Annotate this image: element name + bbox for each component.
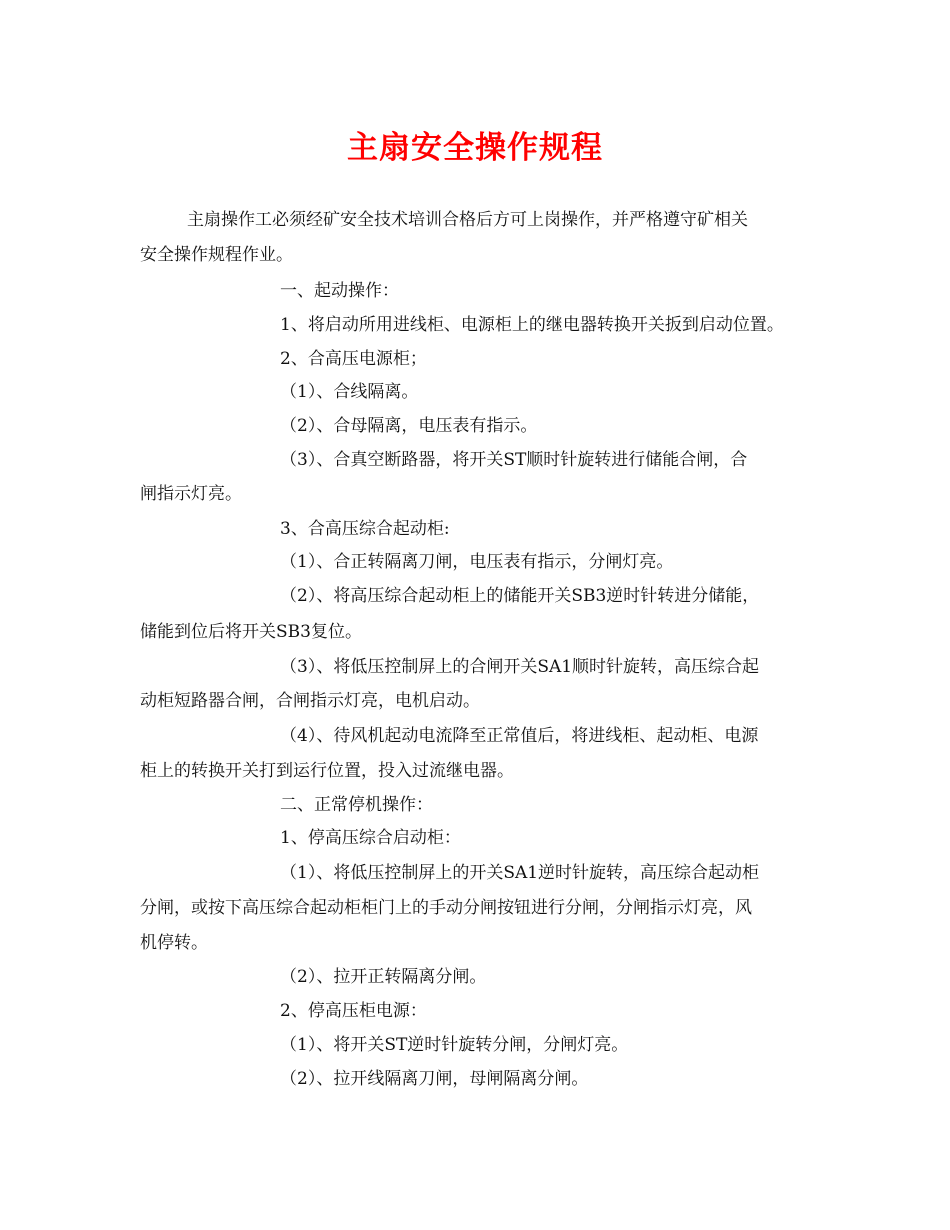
section-heading-start: 一、起动操作：	[280, 281, 399, 301]
intro-line-1: 主扇操作工必须经矿安全技术培训合格后方可上岗操作，并严格遵守矿相关	[187, 210, 748, 230]
step-3-2-cont: 储能到位后将开关SB3复位。	[140, 622, 362, 642]
stop-step-2-2: （2）、拉开线隔离刀闸，母闸隔离分闸。	[280, 1069, 589, 1089]
step-2-2: （2）、合母隔离，电压表有指示。	[280, 416, 538, 436]
step-2: 2、合高压电源柜；	[280, 349, 427, 369]
document-title: 主扇安全操作规程	[347, 130, 603, 166]
stop-step-1-1: （1）、将低压控制屏上的开关SA1逆时针旋转，高压综合起动柜	[280, 863, 760, 883]
stop-step-1-1-cont: 分闸，或按下高压综合起动柜柜门上的手动分闸按钮进行分闸，分闸指示灯亮，风	[140, 898, 752, 918]
step-3-1: （1）、合正转隔离刀闸，电压表有指示，分闸灯亮。	[280, 552, 674, 572]
step-3: 3、合高压综合起动柜:	[280, 519, 450, 539]
stop-step-1: 1、停高压综合启动柜：	[280, 828, 461, 848]
stop-step-1-2: （2）、拉开正转隔离分闸。	[280, 967, 487, 987]
step-3-4: （4）、待风机起动电流降至正常值后，将进线柜、起动柜、电源	[280, 726, 759, 746]
step-3-3: （3）、将低压控制屏上的合闸开关SA1顺时针旋转，高压综合起	[280, 657, 760, 677]
step-2-3: （3）、合真空断路器，将开关ST顺时针旋转进行储能合闸，合	[280, 450, 748, 470]
stop-step-1-1-cont-2: 机停转。	[140, 933, 208, 953]
intro-line-2: 安全操作规程作业。	[140, 245, 293, 265]
step-3-4-cont: 柜上的转换开关打到运行位置，投入过流继电器。	[140, 761, 514, 781]
step-3-3-cont: 动柜短路器合闸，合闸指示灯亮，电机启动。	[140, 691, 480, 711]
step-2-3-cont: 闸指示灯亮。	[140, 484, 242, 504]
step-2-1: （1）、合线隔离。	[280, 382, 419, 402]
stop-step-2-1: （1）、将开关ST逆时针旋转分闸，分闸灯亮。	[280, 1035, 629, 1055]
step-1: 1、将启动所用进线柜、电源柜上的继电器转换开关扳到启动位置。	[280, 315, 784, 335]
stop-step-2: 2、停高压柜电源：	[280, 1001, 427, 1021]
step-3-2: （2）、将高压综合起动柜上的储能开关SB3逆时针转进分储能，	[280, 586, 760, 606]
section-heading-stop: 二、正常停机操作：	[280, 795, 433, 815]
